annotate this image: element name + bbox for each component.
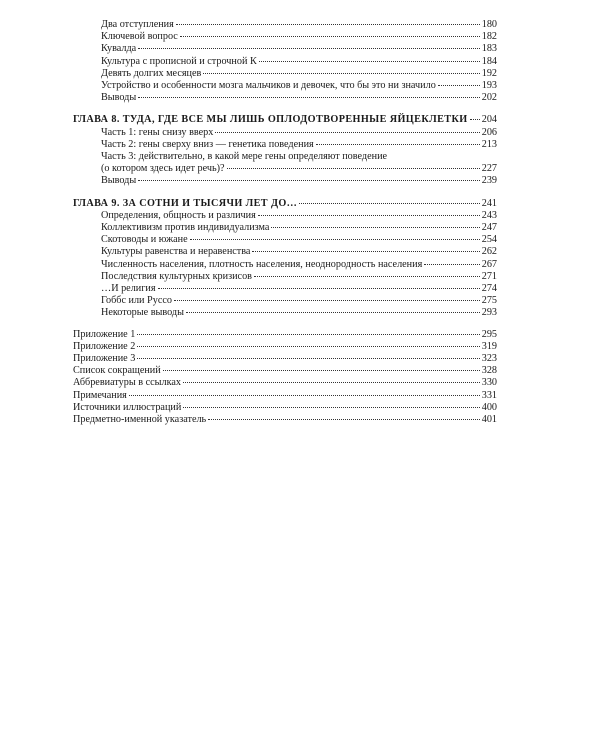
toc-entry-page: 262 bbox=[481, 246, 497, 258]
toc-entry[interactable] bbox=[73, 31, 497, 43]
toc-entry-title: Некоторые выводы bbox=[101, 307, 184, 319]
leader-dots bbox=[163, 370, 480, 371]
leader-dots bbox=[227, 168, 480, 169]
toc-entry-page: 206 bbox=[481, 126, 497, 138]
toc-entry-title: Культуры равенства и неравенства bbox=[101, 246, 251, 258]
toc-entry-page: 319 bbox=[481, 340, 497, 352]
toc-entry-title: Часть 1: гены снизу вверх bbox=[101, 126, 214, 138]
leader-dots bbox=[254, 276, 480, 277]
leader-dots bbox=[438, 85, 480, 86]
toc-entry-page: 183 bbox=[481, 43, 497, 55]
leader-dots bbox=[180, 36, 480, 37]
toc-entry[interactable] bbox=[73, 222, 497, 234]
leader-dots bbox=[183, 407, 479, 408]
section-spacer bbox=[73, 188, 497, 198]
toc-entry-page: 247 bbox=[481, 222, 497, 234]
leader-dots bbox=[158, 288, 480, 289]
leader-dots bbox=[137, 334, 479, 335]
toc-entry-title: Два отступления bbox=[101, 19, 174, 30]
toc-entry-page: 227 bbox=[481, 163, 497, 175]
toc-entry-title: Ключевой вопрос bbox=[101, 31, 178, 43]
toc-chapter-8[interactable] bbox=[73, 114, 497, 126]
leader-dots bbox=[215, 132, 479, 133]
toc-entry[interactable] bbox=[73, 246, 497, 258]
toc-entry-page: 184 bbox=[481, 55, 497, 67]
leader-dots bbox=[137, 346, 479, 347]
toc-entry-line2[interactable] bbox=[73, 163, 497, 175]
leader-dots bbox=[258, 215, 480, 216]
leader-dots bbox=[208, 419, 480, 420]
toc-entry-title: Предметно-именной указатель bbox=[73, 414, 207, 426]
toc-entry[interactable] bbox=[73, 19, 497, 31]
toc-entry-title: Коллективизм против индивидуализма bbox=[101, 222, 270, 234]
leader-dots bbox=[129, 395, 480, 396]
leader-dots bbox=[252, 251, 479, 252]
toc-entry-title: …И религия bbox=[101, 283, 156, 295]
toc-entry-page: 213 bbox=[481, 138, 497, 150]
toc-entry-title: Выводы bbox=[101, 175, 137, 187]
toc-entry-title: Кувалда bbox=[101, 43, 137, 55]
leader-dots bbox=[203, 73, 479, 74]
toc-entry[interactable] bbox=[73, 56, 497, 68]
toc-entry[interactable] bbox=[73, 259, 497, 271]
chapter-title: ГЛАВА 9. ЗА СОТНИ И ТЫСЯЧИ ЛЕТ ДО… bbox=[73, 197, 298, 209]
toc-appendix-entry[interactable] bbox=[73, 353, 497, 365]
leader-dots bbox=[316, 144, 480, 145]
toc-entry-page: 274 bbox=[481, 283, 497, 295]
toc-appendix-entry[interactable] bbox=[73, 402, 497, 414]
toc-entry-page: 331 bbox=[481, 389, 497, 401]
toc-entry-page: 328 bbox=[481, 365, 497, 377]
toc-entry-page: 400 bbox=[481, 401, 497, 413]
toc-entry-title: Приложение 1 bbox=[73, 328, 136, 340]
toc-entry-title: Устройство и особенности мозга мальчиков и девочек, что бы это ни значило bbox=[101, 80, 436, 92]
chapter-title: ГЛАВА 8. ТУДА, ГДЕ ВСЕ МЫ ЛИШЬ ОПЛОДОТВОРЕННЫЕ ЯЙЦЕКЛЕТКИ bbox=[73, 114, 468, 126]
toc-entry[interactable] bbox=[73, 127, 497, 139]
toc-entry[interactable] bbox=[73, 307, 497, 319]
toc-chapter-9[interactable] bbox=[73, 198, 497, 210]
toc-entry[interactable] bbox=[73, 43, 497, 55]
toc-appendix-entry[interactable] bbox=[73, 341, 497, 353]
toc-entry[interactable] bbox=[73, 234, 497, 246]
leader-dots bbox=[259, 61, 480, 62]
section-spacer bbox=[73, 104, 497, 114]
toc-entry-page: 293 bbox=[481, 307, 497, 319]
leader-dots bbox=[174, 300, 480, 301]
toc-entry[interactable] bbox=[73, 295, 497, 307]
toc-entry-title: Примечания bbox=[73, 389, 127, 401]
toc-appendix-entry[interactable] bbox=[73, 377, 497, 389]
toc-appendix-entry[interactable] bbox=[73, 414, 497, 426]
toc-entry-title: Источники иллюстраций bbox=[73, 401, 182, 413]
toc-entry[interactable] bbox=[73, 139, 497, 151]
toc-entry-title: Численность населения, плотность населения, неоднородность населения bbox=[101, 258, 423, 270]
toc-entry[interactable] bbox=[73, 92, 497, 104]
leader-dots bbox=[190, 239, 480, 240]
toc-entry[interactable] bbox=[73, 80, 497, 92]
leader-dots bbox=[138, 180, 480, 181]
toc-entry-page: 330 bbox=[481, 377, 497, 389]
toc-entry-page: 271 bbox=[481, 270, 497, 282]
toc-entry-title: Гоббс или Руссо bbox=[101, 295, 172, 307]
toc-entry-page: 323 bbox=[481, 353, 497, 365]
toc-entry-page: 182 bbox=[481, 31, 497, 43]
toc-entry-title: Культура с прописной и строчной К bbox=[101, 55, 257, 67]
toc-entry[interactable] bbox=[73, 210, 497, 222]
leader-dots bbox=[176, 24, 480, 25]
toc-entry-page: 180 bbox=[481, 19, 497, 30]
toc-entry-page: 192 bbox=[481, 67, 497, 79]
toc-entry-page: 275 bbox=[481, 295, 497, 307]
toc-entry[interactable] bbox=[73, 283, 497, 295]
toc-entry-title: Список сокращений bbox=[73, 365, 161, 377]
toc-entry-title: Последствия культурных кризисов bbox=[101, 270, 252, 282]
toc-entry-line1[interactable] bbox=[73, 151, 497, 163]
toc-appendix-entry[interactable] bbox=[73, 329, 497, 341]
toc-entry-title: Скотоводы и южане bbox=[101, 234, 188, 246]
toc-entry[interactable] bbox=[73, 175, 497, 187]
toc-entry-title: Определения, общность и различия bbox=[101, 209, 256, 221]
leader-dots bbox=[138, 48, 480, 49]
toc-entry-page: 267 bbox=[481, 258, 497, 270]
chapter-page: 241 bbox=[481, 197, 497, 209]
leader-dots bbox=[137, 358, 479, 359]
toc-entry-title: Аббревиатуры в ссылках bbox=[73, 377, 181, 389]
toc-entry[interactable] bbox=[73, 68, 497, 80]
toc-entry-page: 193 bbox=[481, 80, 497, 92]
section-spacer bbox=[73, 320, 497, 329]
toc-entry-page: 239 bbox=[481, 175, 497, 187]
toc-entry-page: 295 bbox=[481, 328, 497, 340]
toc-entry-page: 401 bbox=[481, 414, 497, 426]
leader-dots bbox=[470, 119, 480, 120]
toc-entry[interactable] bbox=[73, 271, 497, 283]
leader-dots bbox=[138, 97, 480, 98]
leader-dots bbox=[299, 203, 479, 204]
leader-dots bbox=[183, 382, 480, 383]
toc-entry-title: Приложение 2 bbox=[73, 340, 136, 352]
toc-entry-page: 202 bbox=[481, 92, 497, 104]
chapter-page: 204 bbox=[481, 114, 497, 126]
leader-dots bbox=[186, 312, 480, 313]
leader-dots bbox=[271, 227, 479, 228]
toc-appendix-entry[interactable] bbox=[73, 390, 497, 402]
leader-dots bbox=[424, 264, 479, 265]
toc-entry-title: Часть 3: действительно, в какой мере гены определяют поведение bbox=[101, 151, 388, 163]
table-of-contents bbox=[73, 19, 497, 426]
toc-entry-title: Часть 2: гены сверху вниз — генетика поведения bbox=[101, 138, 314, 150]
toc-entry-page: 254 bbox=[481, 234, 497, 246]
toc-entry-title: Выводы bbox=[101, 92, 137, 104]
toc-entry-title: Девять долгих месяцев bbox=[101, 67, 202, 79]
toc-appendix-entry[interactable] bbox=[73, 365, 497, 377]
toc-entry-title-cont: (о котором здесь идет речь)? bbox=[101, 163, 225, 175]
toc-entry-page: 243 bbox=[481, 209, 497, 221]
toc-entry-title: Приложение 3 bbox=[73, 353, 136, 365]
